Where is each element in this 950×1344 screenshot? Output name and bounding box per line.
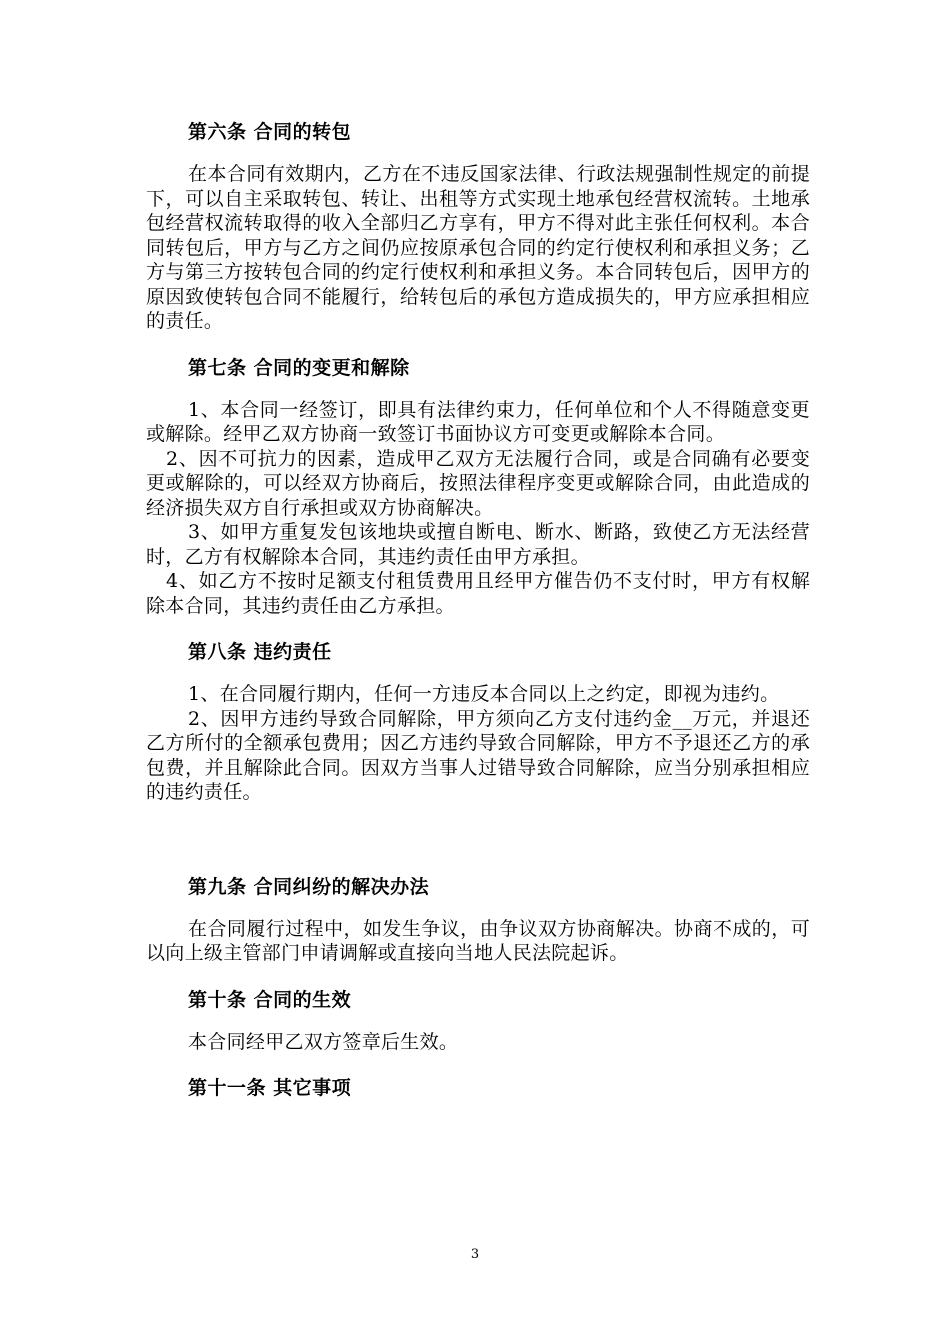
article-7-paragraph-2: 2、因不可抗力的因素，造成甲乙双方无法履行合同，或是合同确有必要变更或解除的，可以经双方协商后，按照法律程序变更或解除合同，由此造成的经济损失双方自行承担或双方协商解决。 bbox=[146, 447, 810, 519]
article-8-paragraph-2: 2、因甲方违约导致合同解除，甲方须向乙方支付违约金__万元，并退还乙方所付的全额承包费用；因乙方违约导致合同解除，甲方不予退还乙方的承包费，并且解除此合同。因双方当事人过错导致合同解除，应当分别承担相应的违约责任。 bbox=[146, 707, 810, 803]
article-7-paragraph-1: 1、本合同一经签订，即具有法律约束力，任何单位和个人不得随意变更或解除。经甲乙双方协商一致签订书面协议方可变更或解除本合同。 bbox=[146, 398, 810, 445]
article-7-paragraph-4: 4、如乙方不按时足额支付租赁费用且经甲方催告仍不支付时，甲方有权解除本合同，其违约责任由乙方承担。 bbox=[146, 570, 810, 617]
article-7-paragraph-3: 3、如甲方重复发包该地块或擅自断电、断水、断路，致使乙方无法经营时，乙方有权解除本合同，其违约责任由甲方承担。 bbox=[146, 521, 810, 568]
article-11-heading: 第十一条 其它事项 bbox=[188, 1077, 352, 1099]
article-9-heading: 第九条 合同纠纷的解决办法 bbox=[188, 875, 430, 898]
article-7-heading: 第七条 合同的变更和解除 bbox=[188, 356, 410, 379]
document-body bbox=[146, 118, 810, 1102]
article-10-paragraph-1: 本合同经甲乙双方签章后生效。 bbox=[188, 1030, 459, 1053]
page-number: 3 bbox=[470, 1247, 480, 1262]
article-8-paragraph-1: 1、在合同履行期内，任何一方违反本合同以上之约定，即视为违约。 bbox=[188, 683, 780, 705]
article-6-paragraph-1: 在本合同有效期内，乙方在不违反国家法律、行政法规强制性规定的前提下，可以自主采取转包、转让、出租等方式实现土地承包经营权流转。土地承包经营权流转取得的收入全部归乙方享有，甲方不得对此主张任何权利。本合同转包后，甲方与乙方之间仍应按原承包合同的约定行使权利和承担义务；乙方与第三方按转包合同的约定行使权利和承担义务。本合同转包后，因甲方的原因致使转包合同不能履行，给转包后的承包方造成损失的，甲方应承担相应的责任。 bbox=[146, 163, 810, 332]
article-6-heading: 第六条 合同的转包 bbox=[188, 121, 352, 143]
article-8-heading: 第八条 违约责任 bbox=[188, 641, 332, 663]
article-9-paragraph-1: 在合同履行过程中，如发生争议，由争议双方协商解决。协商不成的，可以向上级主管部门申请调解或直接向当地人民法院起诉。 bbox=[146, 917, 810, 964]
article-10-heading: 第十条 合同的生效 bbox=[188, 988, 352, 1011]
